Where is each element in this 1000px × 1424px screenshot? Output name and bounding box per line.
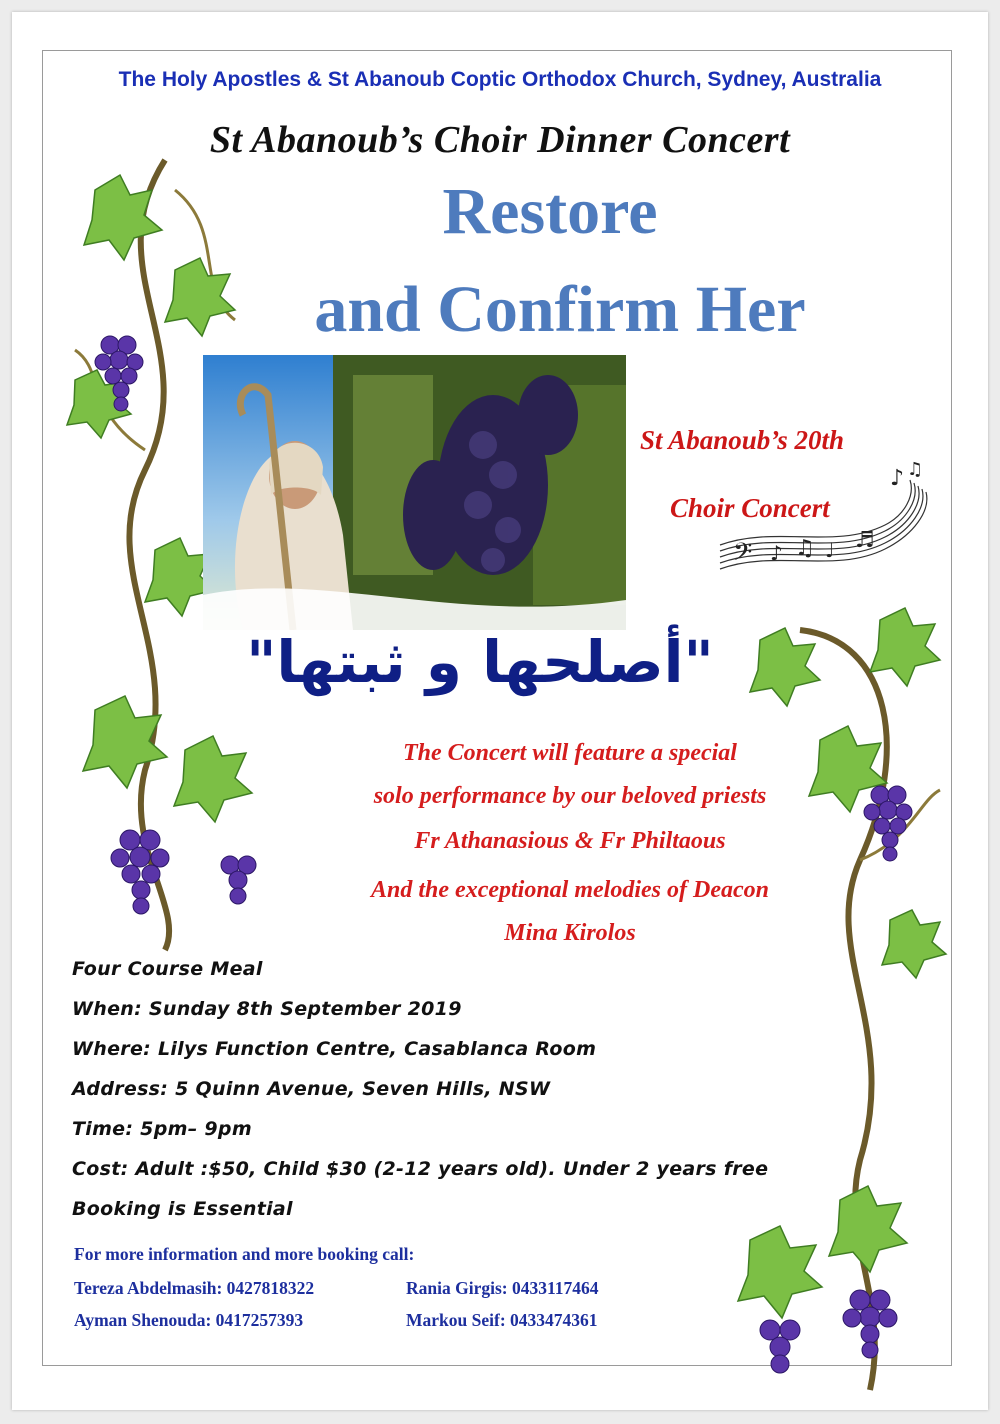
shepherd-vineyard-photo xyxy=(203,355,626,630)
detail-where: Where: Lilys Function Centre, Casablanca Room xyxy=(72,1038,597,1060)
contact-person: Tereza Abdelmasih: 0427818322 xyxy=(74,1278,315,1298)
contact-person: Ayman Shenouda: 0417257393 xyxy=(74,1310,304,1330)
event-title: St Abanoub’s Choir Dinner Concert xyxy=(209,119,791,161)
svg-text:♪: ♪ xyxy=(890,466,905,491)
contact-person: Markou Seif: 0433474361 xyxy=(406,1310,598,1330)
arabic-theme: "أصلحها و ثبتها" xyxy=(246,628,714,696)
anniversary-line1: St Abanoub’s 20th xyxy=(640,425,845,455)
church-name: The Holy Apostles & St Abanoub Coptic Orthodox Church, Sydney, Australia xyxy=(118,68,882,91)
feature-line-3: Fr Athanasious & Fr Philtaous xyxy=(414,828,726,854)
contact-person: Rania Girgis: 0433117464 xyxy=(406,1278,599,1298)
contact-heading: For more information and more booking call: xyxy=(74,1244,415,1264)
theme-title-line1: Restore xyxy=(442,175,658,248)
svg-text:𝄢: 𝄢 xyxy=(733,538,753,573)
feature-line-5: Mina Kirolos xyxy=(504,920,636,946)
svg-text:♪: ♪ xyxy=(770,541,783,565)
svg-text:♫: ♫ xyxy=(907,459,924,480)
detail-meal: Four Course Meal xyxy=(72,958,263,980)
feature-line-1: The Concert will feature a special xyxy=(403,740,737,766)
detail-booking: Booking is Essential xyxy=(72,1198,293,1220)
detail-time: Time: 5pm– 9pm xyxy=(72,1118,252,1140)
theme-title-line2: and Confirm Her xyxy=(314,273,806,346)
feature-line-2: solo performance by our beloved priests xyxy=(373,783,767,809)
detail-address: Address: 5 Quinn Avenue, Seven Hills, NSW xyxy=(72,1078,551,1100)
grapevine-icon xyxy=(740,600,950,1390)
detail-when: When: Sunday 8th September 2019 xyxy=(72,998,462,1020)
anniversary-line2: Choir Concert xyxy=(670,493,830,523)
detail-cost: Cost: Adult :$50, Child $30 (2-12 years old). Under 2 years free xyxy=(72,1158,769,1180)
svg-text:♬: ♬ xyxy=(855,528,875,553)
svg-text:♫: ♫ xyxy=(795,536,815,561)
feature-line-4: And the exceptional melodies of Deacon xyxy=(371,877,769,903)
music-notes-icon xyxy=(715,455,930,575)
svg-text:♩: ♩ xyxy=(825,538,835,562)
